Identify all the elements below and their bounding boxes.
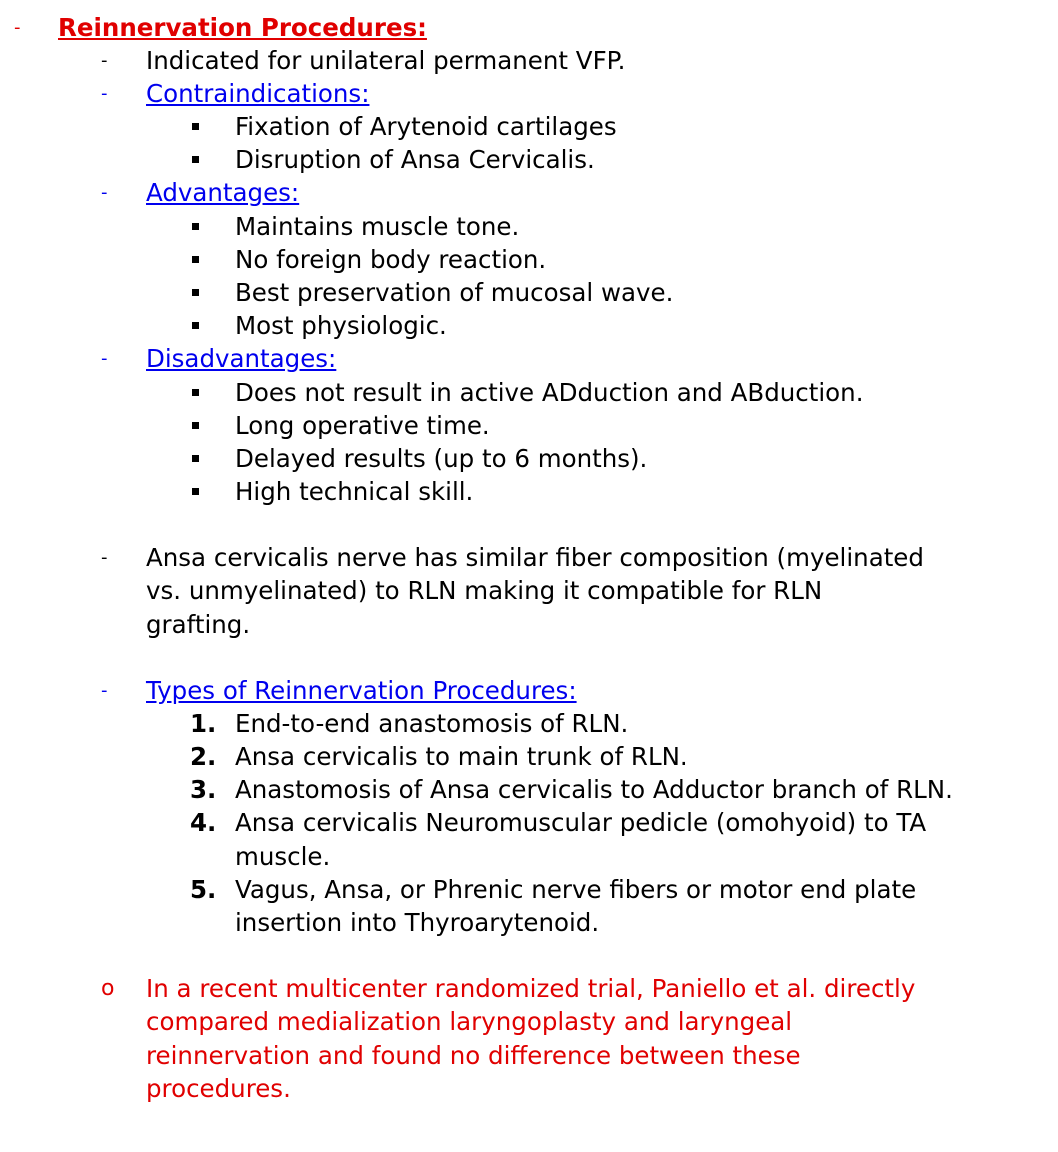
procedure-text: insertion into Thyroarytenoid. — [235, 908, 600, 937]
dash-bullet: - — [14, 17, 21, 38]
list-item — [0, 309, 1058, 342]
dash-bullet: - — [101, 680, 108, 701]
numbered-item — [0, 806, 1058, 839]
square-bullet-icon — [192, 442, 199, 475]
item-number: 1. — [190, 709, 217, 738]
list-item — [0, 276, 1058, 309]
square-bullet-icon — [192, 110, 199, 143]
disadvantage-item: Does not result in active ADduction and ABduction. — [235, 378, 864, 407]
list-item — [0, 442, 1058, 475]
circle-bullet-icon: o — [101, 976, 115, 1001]
item-number: 4. — [190, 808, 217, 837]
contraindication-item: Fixation of Arytenoid cartilages — [235, 112, 617, 141]
dash-bullet: - — [101, 83, 108, 104]
dash-bullet: - — [101, 182, 108, 203]
list-item — [0, 110, 1058, 143]
paragraph-line — [0, 574, 1058, 607]
ansa-note-line: Ansa cervicalis nerve has similar fiber composition (myelinated — [146, 543, 924, 572]
list-item — [0, 143, 1058, 176]
procedure-text: Ansa cervicalis Neuromuscular pedicle (omohyoid) to TA — [235, 808, 927, 837]
section-title: Reinnervation Procedures: — [58, 13, 427, 42]
square-bullet-icon — [192, 309, 199, 342]
ansa-note-line: vs. unmyelinated) to RLN making it compatible for RLN — [146, 576, 823, 605]
list-item — [0, 342, 1058, 375]
list-item — [0, 541, 1058, 574]
trial-note-line: procedures. — [146, 1074, 291, 1103]
dash-bullet: - — [101, 547, 108, 568]
trial-note-line: In a recent multicenter randomized trial, Paniello et al. directly — [146, 974, 916, 1003]
list-item — [0, 243, 1058, 276]
square-bullet-icon — [192, 276, 199, 309]
numbered-item-continuation — [0, 906, 1058, 939]
disadvantages-label: Disadvantages: — [146, 344, 337, 373]
indication-text: Indicated for unilateral permanent VFP. — [146, 46, 626, 75]
trial-note-line: reinnervation and found no difference between these — [146, 1041, 801, 1070]
list-item — [0, 409, 1058, 442]
advantage-item: No foreign body reaction. — [235, 245, 547, 274]
ansa-note-line: grafting. — [146, 610, 251, 639]
square-bullet-icon — [192, 376, 199, 409]
numbered-item — [0, 740, 1058, 773]
dash-bullet: - — [101, 50, 108, 71]
numbered-item — [0, 707, 1058, 740]
numbered-item — [0, 873, 1058, 906]
list-item — [0, 77, 1058, 110]
contraindications-label: Contraindications: — [146, 79, 370, 108]
numbered-item — [0, 773, 1058, 806]
heading-line — [0, 11, 1058, 44]
types-label: Types of Reinnervation Procedures: — [146, 676, 577, 705]
advantages-label: Advantages: — [146, 178, 300, 207]
procedure-text: Anastomosis of Ansa cervicalis to Adductor branch of RLN. — [235, 775, 953, 804]
procedure-text: Vagus, Ansa, or Phrenic nerve fibers or motor end plate — [235, 875, 917, 904]
square-bullet-icon — [192, 409, 199, 442]
list-item — [0, 44, 1058, 77]
paragraph-line — [0, 1072, 1058, 1105]
trial-note-line: compared medialization laryngoplasty and laryngeal — [146, 1007, 793, 1036]
square-bullet-icon — [192, 243, 199, 276]
list-item — [0, 210, 1058, 243]
list-item — [0, 176, 1058, 209]
list-item — [0, 674, 1058, 707]
paragraph-line — [0, 1039, 1058, 1072]
square-bullet-icon — [192, 475, 199, 508]
list-item — [0, 475, 1058, 508]
procedure-text: muscle. — [235, 842, 331, 871]
disadvantage-item: Long operative time. — [235, 411, 490, 440]
square-bullet-icon — [192, 143, 199, 176]
list-item — [0, 376, 1058, 409]
procedure-text: End-to-end anastomosis of RLN. — [235, 709, 629, 738]
item-number: 3. — [190, 775, 217, 804]
dash-bullet: - — [101, 348, 108, 369]
advantage-item: Best preservation of mucosal wave. — [235, 278, 674, 307]
disadvantage-item: Delayed results (up to 6 months). — [235, 444, 648, 473]
advantage-item: Most physiologic. — [235, 311, 447, 340]
procedure-text: Ansa cervicalis to main trunk of RLN. — [235, 742, 688, 771]
list-item — [0, 972, 1058, 1005]
numbered-item-continuation — [0, 840, 1058, 873]
paragraph-line — [0, 1005, 1058, 1038]
disadvantage-item: High technical skill. — [235, 477, 474, 506]
paragraph-line — [0, 608, 1058, 641]
contraindication-item: Disruption of Ansa Cervicalis. — [235, 145, 595, 174]
item-number: 2. — [190, 742, 217, 771]
item-number: 5. — [190, 875, 217, 904]
advantage-item: Maintains muscle tone. — [235, 212, 520, 241]
square-bullet-icon — [192, 210, 199, 243]
